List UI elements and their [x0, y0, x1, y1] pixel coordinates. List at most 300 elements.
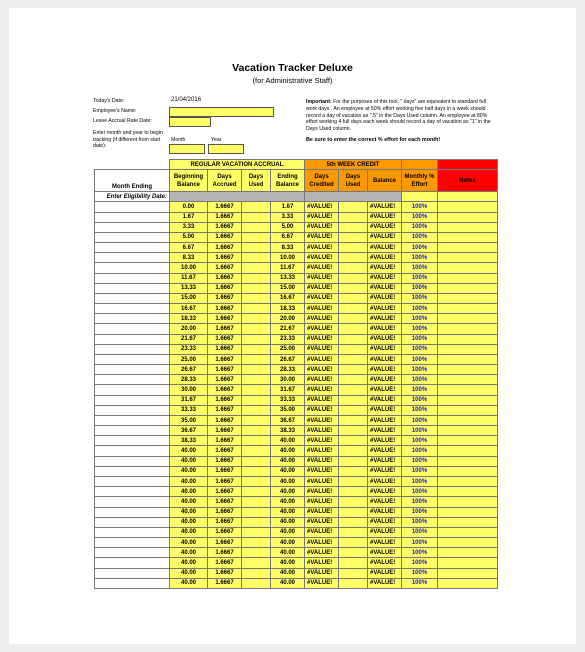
- month-ending-cell[interactable]: [95, 538, 170, 548]
- notes-cell[interactable]: [438, 293, 498, 303]
- days-accrued-cell: 1.6667: [208, 334, 242, 344]
- beginning-balance-cell: 40.00: [170, 517, 208, 527]
- days-credited-cell: #VALUE!: [305, 568, 339, 578]
- days-accrued-cell: 1.6667: [208, 385, 242, 395]
- monthly-effort-cell[interactable]: 100%: [402, 283, 438, 293]
- days-used-cell[interactable]: [242, 334, 271, 344]
- month-ending-cell[interactable]: [95, 436, 170, 446]
- notes-cell[interactable]: [438, 375, 498, 385]
- beginning-balance-cell: 35.00: [170, 415, 208, 425]
- ending-balance-cell: 1.67: [271, 202, 305, 212]
- month-ending-cell[interactable]: [95, 232, 170, 242]
- monthly-effort-cell[interactable]: 100%: [402, 558, 438, 568]
- days-credited-cell: #VALUE!: [305, 456, 339, 466]
- days-credited-cell: #VALUE!: [305, 548, 339, 558]
- days-credited-cell: #VALUE!: [305, 344, 339, 354]
- days-credited-cell: #VALUE!: [305, 202, 339, 212]
- month-ending-cell[interactable]: [95, 365, 170, 375]
- days-used-2-cell[interactable]: [339, 202, 368, 212]
- employee-name-field[interactable]: [169, 107, 274, 117]
- days-accrued-cell: 1.6667: [208, 263, 242, 273]
- page-subtitle: (for Administrative Staff): [252, 76, 333, 85]
- monthly-effort-cell[interactable]: 100%: [402, 385, 438, 395]
- days-used-2-cell[interactable]: [339, 456, 368, 466]
- beginning-balance-cell: 31.67: [170, 395, 208, 405]
- notes-cell[interactable]: [438, 324, 498, 334]
- days-used-2-cell[interactable]: [339, 517, 368, 527]
- monthly-effort-cell[interactable]: 100%: [402, 375, 438, 385]
- monthly-effort-cell[interactable]: 100%: [402, 476, 438, 486]
- enter-month-label: Enter month and year to begin tracking (if different from start date):: [93, 130, 163, 149]
- days-used-2-cell[interactable]: [339, 436, 368, 446]
- days-used-2-cell[interactable]: [339, 568, 368, 578]
- days-used-2-cell[interactable]: [339, 466, 368, 476]
- eligibility-notes-cell: [438, 192, 498, 202]
- notes-cell[interactable]: [438, 334, 498, 344]
- days-used-cell[interactable]: [242, 354, 271, 364]
- days-used-cell[interactable]: [242, 476, 271, 486]
- ending-balance-cell: 3.33: [271, 212, 305, 222]
- month-ending-cell[interactable]: [95, 568, 170, 578]
- month-ending-cell[interactable]: [95, 324, 170, 334]
- days-accrued-cell: 1.6667: [208, 527, 242, 537]
- month-ending-cell[interactable]: [95, 304, 170, 314]
- vacation-table: [94, 159, 498, 589]
- balance-cell: #VALUE!: [368, 568, 402, 578]
- month-ending-cell[interactable]: [95, 558, 170, 568]
- days-used-2-cell[interactable]: [339, 507, 368, 517]
- days-used-2-cell[interactable]: [339, 558, 368, 568]
- days-used-2-cell[interactable]: [339, 527, 368, 537]
- days-used-2-cell[interactable]: [339, 538, 368, 548]
- days-used-2-cell[interactable]: [339, 212, 368, 222]
- table-row: [95, 314, 498, 324]
- days-accrued-cell: 1.6667: [208, 487, 242, 497]
- month-ending-cell[interactable]: [95, 497, 170, 507]
- month-ending-cell[interactable]: [95, 253, 170, 263]
- notes-cell[interactable]: [438, 243, 498, 253]
- days-used-cell[interactable]: [242, 385, 271, 395]
- eligibility-label: Enter Eligibility Date:: [95, 192, 170, 202]
- table-row: [95, 293, 498, 303]
- beginning-balance-cell: 40.00: [170, 568, 208, 578]
- monthly-effort-cell[interactable]: 100%: [402, 517, 438, 527]
- month-field[interactable]: [169, 144, 205, 154]
- col-beginning-balance: Beginning Balance: [170, 170, 208, 192]
- days-accrued-cell: 1.6667: [208, 548, 242, 558]
- days-accrued-cell: 1.6667: [208, 558, 242, 568]
- monthly-effort-cell[interactable]: 100%: [402, 354, 438, 364]
- notes-cell[interactable]: [438, 385, 498, 395]
- month-ending-cell[interactable]: [95, 527, 170, 537]
- monthly-effort-cell[interactable]: 100%: [402, 538, 438, 548]
- month-ending-cell[interactable]: [95, 548, 170, 558]
- beginning-balance-cell: 15.00: [170, 293, 208, 303]
- balance-cell: #VALUE!: [368, 375, 402, 385]
- days-accrued-cell: 1.6667: [208, 517, 242, 527]
- days-used-cell[interactable]: [242, 365, 271, 375]
- col-notes: Notes: [438, 170, 498, 192]
- month-ending-cell[interactable]: [95, 395, 170, 405]
- days-used-cell[interactable]: [242, 446, 271, 456]
- days-used-2-cell[interactable]: [339, 487, 368, 497]
- days-accrued-cell: 1.6667: [208, 273, 242, 283]
- monthly-effort-cell[interactable]: 100%: [402, 436, 438, 446]
- col-days-accrued: Days Accrued: [208, 170, 242, 192]
- days-used-2-cell[interactable]: [339, 304, 368, 314]
- days-accrued-cell: 1.6667: [208, 375, 242, 385]
- days-used-cell[interactable]: [242, 263, 271, 273]
- days-used-cell[interactable]: [242, 243, 271, 253]
- days-credited-cell: #VALUE!: [305, 243, 339, 253]
- month-label: Month: [171, 137, 186, 143]
- days-used-2-cell[interactable]: [339, 232, 368, 242]
- beginning-balance-cell: 6.67: [170, 243, 208, 253]
- monthly-effort-cell[interactable]: 100%: [402, 314, 438, 324]
- important-label: Important:: [306, 99, 332, 105]
- col-days-used-2: Days Used: [339, 170, 368, 192]
- monthly-effort-cell[interactable]: 100%: [402, 202, 438, 212]
- days-used-2-cell[interactable]: [339, 293, 368, 303]
- days-used-cell[interactable]: [242, 558, 271, 568]
- ending-balance-cell: 28.33: [271, 365, 305, 375]
- days-used-2-cell[interactable]: [339, 476, 368, 486]
- ending-balance-cell: 40.00: [271, 436, 305, 446]
- days-used-cell[interactable]: [242, 212, 271, 222]
- days-accrued-cell: 1.6667: [208, 314, 242, 324]
- table-row: [95, 334, 498, 344]
- days-used-2-cell[interactable]: [339, 263, 368, 273]
- notes-cell[interactable]: [438, 395, 498, 405]
- notes-cell[interactable]: [438, 344, 498, 354]
- month-ending-cell[interactable]: [95, 334, 170, 344]
- monthly-effort-cell[interactable]: 100%: [402, 497, 438, 507]
- days-accrued-cell: 1.6667: [208, 426, 242, 436]
- balance-cell: #VALUE!: [368, 304, 402, 314]
- days-used-2-cell[interactable]: [339, 344, 368, 354]
- days-used-2-cell[interactable]: [339, 415, 368, 425]
- days-used-cell[interactable]: [242, 202, 271, 212]
- employee-name-label: Employee's Name:: [93, 108, 137, 114]
- days-used-2-cell[interactable]: [339, 324, 368, 334]
- days-used-2-cell[interactable]: [339, 273, 368, 283]
- ending-balance-cell: 40.00: [271, 538, 305, 548]
- days-used-cell[interactable]: [242, 304, 271, 314]
- month-ending-cell[interactable]: [95, 283, 170, 293]
- days-used-cell[interactable]: [242, 395, 271, 405]
- month-ending-cell[interactable]: [95, 344, 170, 354]
- days-used-cell[interactable]: [242, 283, 271, 293]
- days-used-cell[interactable]: [242, 436, 271, 446]
- monthly-effort-cell[interactable]: 100%: [402, 253, 438, 263]
- days-used-cell[interactable]: [242, 293, 271, 303]
- table-row: [95, 466, 498, 476]
- beginning-balance-cell: 38.33: [170, 436, 208, 446]
- days-used-cell[interactable]: [242, 548, 271, 558]
- notes-cell[interactable]: [438, 476, 498, 486]
- days-used-2-cell[interactable]: [339, 314, 368, 324]
- days-used-cell[interactable]: [242, 253, 271, 263]
- beginning-balance-cell: 16.67: [170, 304, 208, 314]
- days-used-2-cell[interactable]: [339, 283, 368, 293]
- notes-cell[interactable]: [438, 426, 498, 436]
- month-ending-cell[interactable]: [95, 202, 170, 212]
- month-ending-cell[interactable]: [95, 487, 170, 497]
- days-used-cell[interactable]: [242, 415, 271, 425]
- table-row: [95, 375, 498, 385]
- group-effort-blank: [402, 160, 438, 170]
- month-ending-cell[interactable]: [95, 243, 170, 253]
- month-ending-cell[interactable]: [95, 476, 170, 486]
- days-accrued-cell: 1.6667: [208, 293, 242, 303]
- ending-balance-cell: 36.67: [271, 415, 305, 425]
- notes-cell[interactable]: [438, 354, 498, 364]
- month-ending-cell[interactable]: [95, 446, 170, 456]
- month-ending-cell[interactable]: [95, 263, 170, 273]
- ending-balance-cell: 40.00: [271, 558, 305, 568]
- monthly-effort-cell[interactable]: 100%: [402, 222, 438, 232]
- table-row: [95, 273, 498, 283]
- days-used-2-cell[interactable]: [339, 395, 368, 405]
- monthly-effort-cell[interactable]: 100%: [402, 232, 438, 242]
- month-ending-cell[interactable]: [95, 222, 170, 232]
- monthly-effort-cell[interactable]: 100%: [402, 456, 438, 466]
- notes-cell[interactable]: [438, 415, 498, 425]
- days-used-cell[interactable]: [242, 517, 271, 527]
- days-used-cell[interactable]: [242, 538, 271, 548]
- days-used-cell[interactable]: [242, 527, 271, 537]
- notes-cell[interactable]: [438, 202, 498, 212]
- beginning-balance-cell: 40.00: [170, 578, 208, 588]
- days-credited-cell: #VALUE!: [305, 365, 339, 375]
- notes-cell[interactable]: [438, 578, 498, 588]
- days-accrued-cell: 1.6667: [208, 578, 242, 588]
- notes-cell[interactable]: [438, 405, 498, 415]
- days-used-2-cell[interactable]: [339, 243, 368, 253]
- monthly-effort-cell[interactable]: 100%: [402, 344, 438, 354]
- table-row: [95, 283, 498, 293]
- days-credited-cell: #VALUE!: [305, 263, 339, 273]
- notes-cell[interactable]: [438, 222, 498, 232]
- monthly-effort-cell[interactable]: 100%: [402, 324, 438, 334]
- year-label: Year: [211, 137, 222, 143]
- notes-cell[interactable]: [438, 446, 498, 456]
- days-used-cell[interactable]: [242, 578, 271, 588]
- days-used-cell[interactable]: [242, 497, 271, 507]
- days-used-cell[interactable]: [242, 487, 271, 497]
- month-ending-cell[interactable]: [95, 405, 170, 415]
- todays-date-value[interactable]: 21/04/2016: [171, 97, 202, 103]
- eligibility-date-cell[interactable]: [170, 192, 305, 202]
- month-ending-cell[interactable]: [95, 466, 170, 476]
- monthly-effort-cell[interactable]: 100%: [402, 365, 438, 375]
- monthly-effort-cell[interactable]: 100%: [402, 243, 438, 253]
- days-used-2-cell[interactable]: [339, 334, 368, 344]
- monthly-effort-cell[interactable]: 100%: [402, 405, 438, 415]
- notes-cell[interactable]: [438, 283, 498, 293]
- days-used-2-cell[interactable]: [339, 405, 368, 415]
- month-ending-cell[interactable]: [95, 314, 170, 324]
- month-ending-cell[interactable]: [95, 293, 170, 303]
- ending-balance-cell: 35.00: [271, 405, 305, 415]
- notes-cell[interactable]: [438, 527, 498, 537]
- monthly-effort-cell[interactable]: 100%: [402, 568, 438, 578]
- notes-cell[interactable]: [438, 558, 498, 568]
- ending-balance-cell: 40.00: [271, 497, 305, 507]
- monthly-effort-cell[interactable]: 100%: [402, 395, 438, 405]
- monthly-effort-cell[interactable]: 100%: [402, 487, 438, 497]
- days-credited-cell: #VALUE!: [305, 314, 339, 324]
- days-used-cell[interactable]: [242, 273, 271, 283]
- notes-cell[interactable]: [438, 568, 498, 578]
- balance-cell: #VALUE!: [368, 344, 402, 354]
- month-ending-cell[interactable]: [95, 578, 170, 588]
- days-used-2-cell[interactable]: [339, 253, 368, 263]
- notes-cell[interactable]: [438, 212, 498, 222]
- table-row: [95, 304, 498, 314]
- month-ending-cell[interactable]: [95, 415, 170, 425]
- notes-cell[interactable]: [438, 456, 498, 466]
- balance-cell: #VALUE!: [368, 527, 402, 537]
- days-accrued-cell: 1.6667: [208, 243, 242, 253]
- monthly-effort-cell[interactable]: 100%: [402, 507, 438, 517]
- table-row: [95, 507, 498, 517]
- days-used-cell[interactable]: [242, 314, 271, 324]
- table-row: [95, 365, 498, 375]
- days-used-cell[interactable]: [242, 324, 271, 334]
- days-credited-cell: #VALUE!: [305, 517, 339, 527]
- notes-cell[interactable]: [438, 436, 498, 446]
- monthly-effort-cell[interactable]: 100%: [402, 426, 438, 436]
- month-ending-cell[interactable]: [95, 385, 170, 395]
- page-title: Vacation Tracker Deluxe: [232, 62, 353, 74]
- ending-balance-cell: 33.33: [271, 395, 305, 405]
- days-used-cell[interactable]: [242, 375, 271, 385]
- beginning-balance-cell: 20.00: [170, 324, 208, 334]
- monthly-effort-cell[interactable]: 100%: [402, 446, 438, 456]
- col-days-used: Days Used: [242, 170, 271, 192]
- monthly-effort-cell[interactable]: 100%: [402, 304, 438, 314]
- days-used-2-cell[interactable]: [339, 354, 368, 364]
- ending-balance-cell: 40.00: [271, 507, 305, 517]
- days-used-cell[interactable]: [242, 466, 271, 476]
- table-row: [95, 212, 498, 222]
- days-credited-cell: #VALUE!: [305, 476, 339, 486]
- days-credited-cell: #VALUE!: [305, 375, 339, 385]
- days-credited-cell: #VALUE!: [305, 212, 339, 222]
- days-used-2-cell[interactable]: [339, 426, 368, 436]
- days-used-2-cell[interactable]: [339, 446, 368, 456]
- notes-cell[interactable]: [438, 263, 498, 273]
- month-ending-cell[interactable]: [95, 517, 170, 527]
- month-ending-cell[interactable]: [95, 426, 170, 436]
- days-used-2-cell[interactable]: [339, 385, 368, 395]
- month-ending-cell[interactable]: [95, 273, 170, 283]
- month-ending-cell[interactable]: [95, 375, 170, 385]
- days-used-cell[interactable]: [242, 344, 271, 354]
- days-used-cell[interactable]: [242, 405, 271, 415]
- monthly-effort-cell[interactable]: 100%: [402, 293, 438, 303]
- days-used-2-cell[interactable]: [339, 578, 368, 588]
- accrual-rate-field[interactable]: [169, 117, 211, 127]
- notes-cell[interactable]: [438, 273, 498, 283]
- table-row: [95, 538, 498, 548]
- balance-cell: #VALUE!: [368, 487, 402, 497]
- year-field[interactable]: [208, 144, 244, 154]
- monthly-effort-cell[interactable]: 100%: [402, 212, 438, 222]
- days-credited-cell: #VALUE!: [305, 304, 339, 314]
- days-accrued-cell: 1.6667: [208, 415, 242, 425]
- notes-cell[interactable]: [438, 507, 498, 517]
- days-used-cell[interactable]: [242, 568, 271, 578]
- days-used-cell[interactable]: [242, 426, 271, 436]
- monthly-effort-cell[interactable]: 100%: [402, 578, 438, 588]
- days-used-2-cell[interactable]: [339, 497, 368, 507]
- notes-cell[interactable]: [438, 365, 498, 375]
- balance-cell: #VALUE!: [368, 253, 402, 263]
- notes-cell[interactable]: [438, 517, 498, 527]
- notes-cell[interactable]: [438, 314, 498, 324]
- balance-cell: #VALUE!: [368, 273, 402, 283]
- ending-balance-cell: 13.33: [271, 273, 305, 283]
- days-used-cell[interactable]: [242, 507, 271, 517]
- monthly-effort-cell[interactable]: 100%: [402, 527, 438, 537]
- days-used-2-cell[interactable]: [339, 375, 368, 385]
- days-used-cell[interactable]: [242, 456, 271, 466]
- ending-balance-cell: 40.00: [271, 578, 305, 588]
- notes-cell[interactable]: [438, 548, 498, 558]
- todays-date-label: Today's Date:: [93, 98, 125, 104]
- days-accrued-cell: 1.6667: [208, 324, 242, 334]
- days-used-2-cell[interactable]: [339, 548, 368, 558]
- beginning-balance-cell: 40.00: [170, 497, 208, 507]
- balance-cell: #VALUE!: [368, 415, 402, 425]
- notes-cell[interactable]: [438, 304, 498, 314]
- table-row: [95, 517, 498, 527]
- notes-cell[interactable]: [438, 538, 498, 548]
- month-ending-cell[interactable]: [95, 354, 170, 364]
- notes-cell[interactable]: [438, 487, 498, 497]
- group-regular: REGULAR VACATION ACCRUAL: [170, 160, 305, 170]
- days-accrued-cell: 1.6667: [208, 212, 242, 222]
- balance-cell: #VALUE!: [368, 395, 402, 405]
- notes-cell[interactable]: [438, 466, 498, 476]
- month-ending-cell[interactable]: [95, 212, 170, 222]
- month-ending-cell[interactable]: [95, 456, 170, 466]
- monthly-effort-cell[interactable]: 100%: [402, 466, 438, 476]
- notes-cell[interactable]: [438, 497, 498, 507]
- days-used-cell[interactable]: [242, 222, 271, 232]
- days-used-2-cell[interactable]: [339, 222, 368, 232]
- ending-balance-cell: 18.33: [271, 304, 305, 314]
- balance-cell: #VALUE!: [368, 314, 402, 324]
- notes-cell[interactable]: [438, 232, 498, 242]
- days-used-cell[interactable]: [242, 232, 271, 242]
- beginning-balance-cell: 40.00: [170, 446, 208, 456]
- monthly-effort-cell[interactable]: 100%: [402, 334, 438, 344]
- monthly-effort-cell[interactable]: 100%: [402, 263, 438, 273]
- table-row: [95, 578, 498, 588]
- monthly-effort-cell[interactable]: 100%: [402, 273, 438, 283]
- days-used-2-cell[interactable]: [339, 365, 368, 375]
- monthly-effort-cell[interactable]: 100%: [402, 415, 438, 425]
- beginning-balance-cell: 3.33: [170, 222, 208, 232]
- balance-cell: #VALUE!: [368, 405, 402, 415]
- monthly-effort-cell[interactable]: 100%: [402, 548, 438, 558]
- month-ending-cell[interactable]: [95, 507, 170, 517]
- notes-cell[interactable]: [438, 253, 498, 263]
- days-credited-cell: #VALUE!: [305, 273, 339, 283]
